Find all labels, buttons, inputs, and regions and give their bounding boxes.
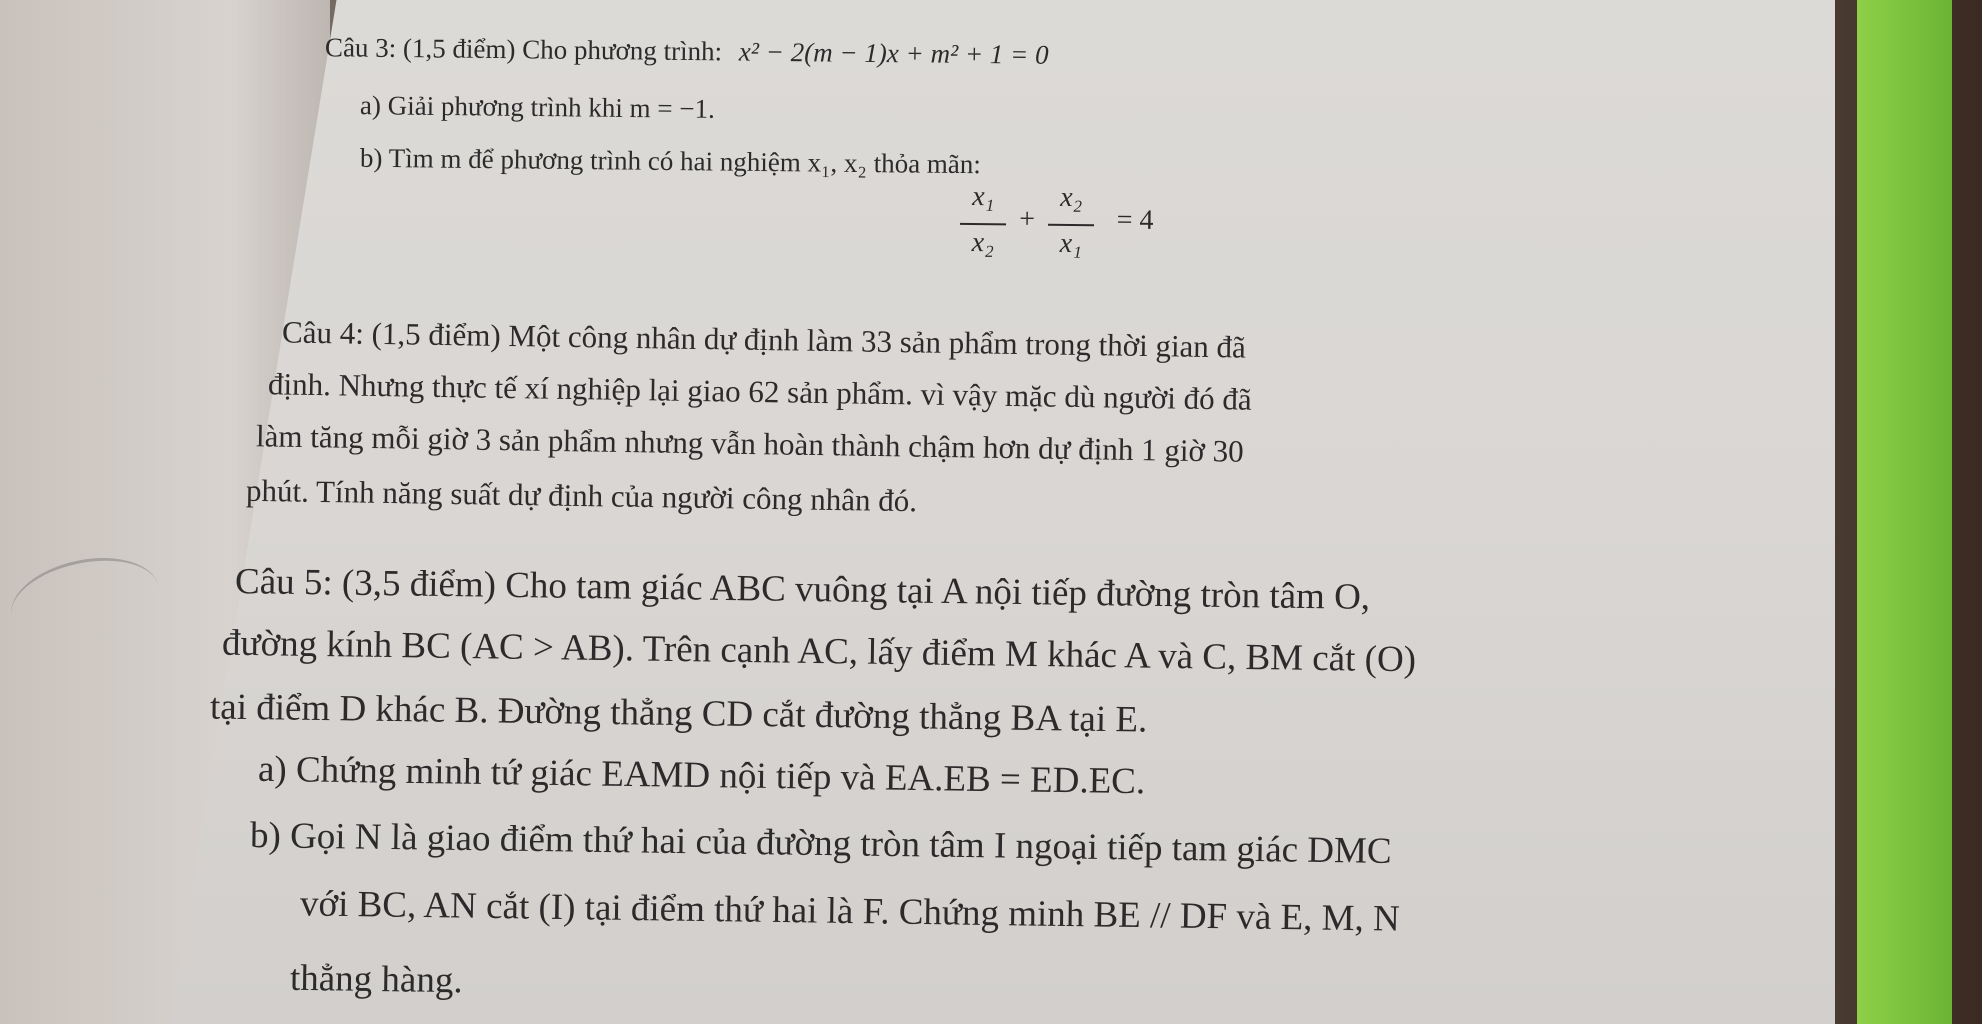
q5-line-1: Câu 5: (3,5 điểm) Cho tam giác ABC vuông tại A nội tiếp đường tròn tâm O, xyxy=(234,561,1371,618)
q3-title-text: Câu 3: (1,5 điểm) Cho phương trình: xyxy=(324,32,723,67)
q5-line-2: đường kính BC (AC > AB). Trên cạnh AC, lấy điểm M khác A và C, BM cắt (O) xyxy=(221,622,1417,681)
frac1-denominator: x₂ xyxy=(971,226,995,259)
frac1-numerator: x₁ xyxy=(972,180,995,213)
equals-four: = 4 xyxy=(1116,204,1154,236)
q4-line-1: Câu 4: (1,5 điểm) Một công nhân dự định làm 33 sản phẩm trong thời gian đã xyxy=(281,314,1247,365)
pencil-scribble xyxy=(3,545,167,657)
q5-part-b-line-1: b) Gọi N là giao điểm thứ hai của đường tròn tâm I ngoại tiếp tam giác DMC xyxy=(249,815,1392,872)
green-cover-edge xyxy=(1857,0,1952,1024)
plus-sign: + xyxy=(1019,203,1036,235)
q5-part-b-line-2: với BC, AN cắt (I) tại điểm thứ hai là F. Chứng minh BE // DF và E, M, N xyxy=(299,883,1401,940)
frac2-numerator: x₂ xyxy=(1060,181,1083,214)
frac1-bar xyxy=(960,223,1006,225)
frac2-denominator: x₁ xyxy=(1059,227,1083,260)
q4-line-4: phút. Tính năng suất dự định của người công nhân đó. xyxy=(245,472,918,519)
frac2-bar xyxy=(1048,224,1094,226)
q5-line-3: tại điểm D khác B. Đường thẳng CD cắt đường thẳng BA tại E. xyxy=(209,686,1148,741)
q5-part-a: a) Chứng minh tứ giác EAMD nội tiếp và EA.EB = ED.EC. xyxy=(257,748,1146,803)
q3-condition-formula xyxy=(960,181,1181,273)
q4-line-3: làm tăng mỗi giờ 3 sản phẩm nhưng vẫn hoàn thành chậm hơn dự định 1 giờ 30 xyxy=(255,418,1244,469)
q3-part-a: a) Giải phương trình khi m = −1. xyxy=(359,90,715,124)
q5-part-b-line-3: thẳng hàng. xyxy=(289,957,463,1002)
q3-part-b: b) Tìm m để phương trình có hai nghiệm x₁, x₂ thỏa mãn: xyxy=(359,142,982,180)
q3-equation: x² − 2(m − 1)x + m² + 1 = 0 xyxy=(738,36,1049,70)
q4-line-2: định. Nhưng thực tế xí nghiệp lại giao 62 sản phẩm. vì vậy mặc dù người đó đã xyxy=(267,366,1252,417)
